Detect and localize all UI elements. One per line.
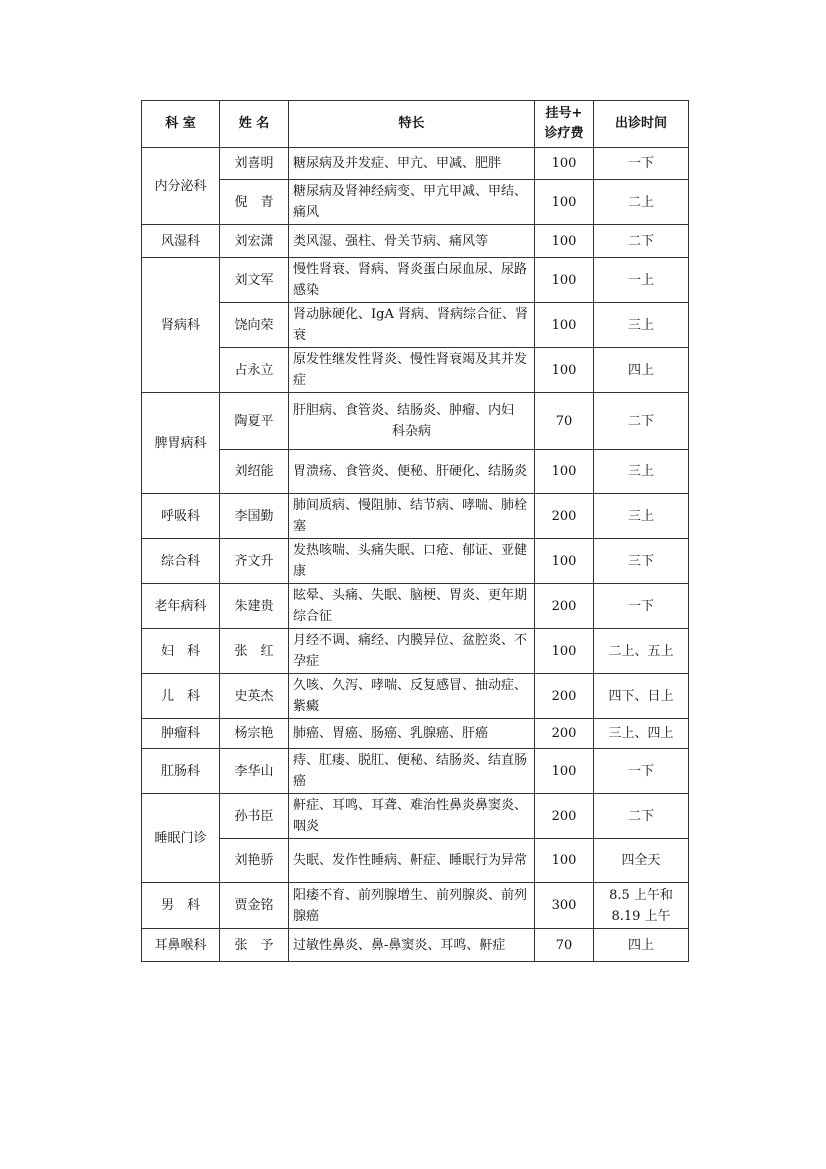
time-cell: 四全天 — [594, 839, 689, 883]
header-fee — [535, 101, 594, 148]
specialty-cell: 肾动脉硬化、IgA 肾病、肾病综合征、肾衰 — [289, 303, 535, 348]
name-cell: 张 红 — [220, 629, 289, 674]
table-header-row — [142, 101, 689, 148]
specialty-cell: 原发性继发性肾炎、慢性肾衰竭及其并发症 — [289, 348, 535, 393]
name-cell: 杨宗艳 — [220, 719, 289, 749]
specialty-line: 科杂病 — [391, 424, 431, 439]
name-cell: 陶夏平 — [220, 393, 289, 450]
name-cell: 张 予 — [220, 929, 289, 962]
name-cell: 刘文军 — [220, 258, 289, 303]
doctor-schedule-table — [141, 100, 689, 962]
fee-cell: 100 — [535, 348, 594, 393]
time-cell: 一下 — [594, 584, 689, 629]
specialty-cell: 胃溃疡、食管炎、便秘、肝硬化、结肠炎 — [289, 450, 535, 494]
name-cell: 刘宏潇 — [220, 225, 289, 258]
fee-cell: 200 — [535, 674, 594, 719]
name-cell: 刘绍能 — [220, 450, 289, 494]
time-cell — [594, 883, 689, 929]
fee-cell: 70 — [535, 393, 594, 450]
dept-cell: 男 科 — [142, 883, 220, 929]
name-cell: 朱建贵 — [220, 584, 289, 629]
specialty-cell: 肺癌、胃癌、肠癌、乳腺癌、肝癌 — [289, 719, 535, 749]
specialty-cell: 眩晕、头痛、失眠、脑梗、胃炎、更年期综合征 — [289, 584, 535, 629]
table-row — [142, 749, 689, 794]
time-cell: 一上 — [594, 258, 689, 303]
time-cell: 二下 — [594, 393, 689, 450]
dept-cell: 风湿科 — [142, 225, 220, 258]
fee-cell: 100 — [535, 303, 594, 348]
dept-cell: 肛肠科 — [142, 749, 220, 794]
table-row — [142, 839, 689, 883]
specialty-cell: 鼾症、耳鸣、耳聋、难治性鼻炎鼻窦炎、咽炎 — [289, 794, 535, 839]
fee-cell: 100 — [535, 180, 594, 225]
table-row — [142, 719, 689, 749]
time-cell: 四下、日上 — [594, 674, 689, 719]
time-line: 8.19 上午 — [611, 908, 671, 924]
specialty-cell: 类风湿、强柱、骨关节病、痛风等 — [289, 225, 535, 258]
specialty-cell: 月经不调、痛经、内膜异位、盆腔炎、不孕症 — [289, 629, 535, 674]
header-name: 姓 名 — [220, 101, 289, 148]
time-cell: 三上 — [594, 303, 689, 348]
time-cell: 二上 — [594, 180, 689, 225]
name-cell: 齐文升 — [220, 539, 289, 584]
specialty-line: 肝胆病、食管炎、结肠炎、肿瘤、内妇 — [293, 403, 515, 418]
header-specialty: 特长 — [289, 101, 535, 148]
specialty-cell: 发热咳喘、头痛失眠、口疮、郁证、亚健康 — [289, 539, 535, 584]
dept-cell: 肿瘤科 — [142, 719, 220, 749]
fee-cell: 300 — [535, 883, 594, 929]
table-row — [142, 393, 689, 450]
name-cell: 倪 青 — [220, 180, 289, 225]
table-row — [142, 674, 689, 719]
dept-cell: 呼吸科 — [142, 494, 220, 539]
specialty-cell: 肺间质病、慢阻肺、结节病、哮喘、肺栓塞 — [289, 494, 535, 539]
fee-cell: 200 — [535, 794, 594, 839]
table-row — [142, 494, 689, 539]
name-cell: 李国勤 — [220, 494, 289, 539]
fee-cell: 100 — [535, 749, 594, 794]
fee-cell: 100 — [535, 629, 594, 674]
name-cell: 刘艳骄 — [220, 839, 289, 883]
specialty-cell: 失眠、发作性睡病、鼾症、睡眠行为异常 — [289, 839, 535, 883]
time-cell: 一下 — [594, 148, 689, 180]
time-cell: 二下 — [594, 225, 689, 258]
table-row — [142, 180, 689, 225]
time-cell: 三上 — [594, 450, 689, 494]
specialty-cell — [289, 393, 535, 450]
specialty-cell: 糖尿病及肾神经病变、甲亢甲减、甲结、痛风 — [289, 180, 535, 225]
specialty-cell: 慢性肾衰、肾病、肾炎蛋白尿血尿、尿路感染 — [289, 258, 535, 303]
name-cell: 贾金铭 — [220, 883, 289, 929]
time-cell: 三上 — [594, 494, 689, 539]
table-row — [142, 929, 689, 962]
specialty-cell: 久咳、久泻、哮喘、反复感冒、抽动症、紫癜 — [289, 674, 535, 719]
specialty-cell: 阳痿不育、前列腺增生、前列腺炎、前列腺癌 — [289, 883, 535, 929]
time-cell: 二下 — [594, 794, 689, 839]
fee-cell: 100 — [535, 839, 594, 883]
fee-cell: 200 — [535, 719, 594, 749]
time-cell: 一下 — [594, 749, 689, 794]
fee-cell: 70 — [535, 929, 594, 962]
table-row — [142, 794, 689, 839]
table-row — [142, 450, 689, 494]
fee-cell: 100 — [535, 539, 594, 584]
dept-cell: 儿 科 — [142, 674, 220, 719]
name-cell: 刘喜明 — [220, 148, 289, 180]
dept-cell: 脾胃病科 — [142, 393, 220, 494]
fee-cell: 100 — [535, 450, 594, 494]
fee-cell: 200 — [535, 494, 594, 539]
name-cell: 李华山 — [220, 749, 289, 794]
name-cell: 孙书臣 — [220, 794, 289, 839]
header-fee-line1: 挂号+ — [545, 106, 583, 121]
table-row — [142, 225, 689, 258]
fee-cell: 100 — [535, 258, 594, 303]
dept-cell: 妇 科 — [142, 629, 220, 674]
table-row — [142, 148, 689, 180]
dept-cell: 耳鼻喉科 — [142, 929, 220, 962]
table-row — [142, 348, 689, 393]
dept-cell: 老年病科 — [142, 584, 220, 629]
dept-cell: 综合科 — [142, 539, 220, 584]
dept-cell: 内分泌科 — [142, 148, 220, 225]
specialty-cell: 过敏性鼻炎、鼻-鼻窦炎、耳鸣、鼾症 — [289, 929, 535, 962]
name-cell: 饶向荣 — [220, 303, 289, 348]
time-cell: 二上、五上 — [594, 629, 689, 674]
table-row — [142, 584, 689, 629]
fee-cell: 200 — [535, 584, 594, 629]
header-time: 出诊时间 — [594, 101, 689, 148]
table-row — [142, 258, 689, 303]
fee-cell: 100 — [535, 148, 594, 180]
name-cell: 占永立 — [220, 348, 289, 393]
table-row — [142, 883, 689, 929]
table-row — [142, 303, 689, 348]
time-line: 8.5 上午和 — [609, 887, 673, 903]
name-cell: 史英杰 — [220, 674, 289, 719]
header-fee-line2: 诊疗费 — [544, 126, 584, 141]
fee-cell: 100 — [535, 225, 594, 258]
time-cell: 四上 — [594, 348, 689, 393]
dept-cell: 睡眠门诊 — [142, 794, 220, 883]
specialty-cell: 糖尿病及并发症、甲亢、甲减、肥胖 — [289, 148, 535, 180]
table-row — [142, 629, 689, 674]
time-cell: 三下 — [594, 539, 689, 584]
time-cell: 三上、四上 — [594, 719, 689, 749]
table-row — [142, 539, 689, 584]
specialty-cell: 痔、肛瘘、脱肛、便秘、结肠炎、结直肠癌 — [289, 749, 535, 794]
header-dept: 科 室 — [142, 101, 220, 148]
dept-cell: 肾病科 — [142, 258, 220, 393]
time-cell: 四上 — [594, 929, 689, 962]
